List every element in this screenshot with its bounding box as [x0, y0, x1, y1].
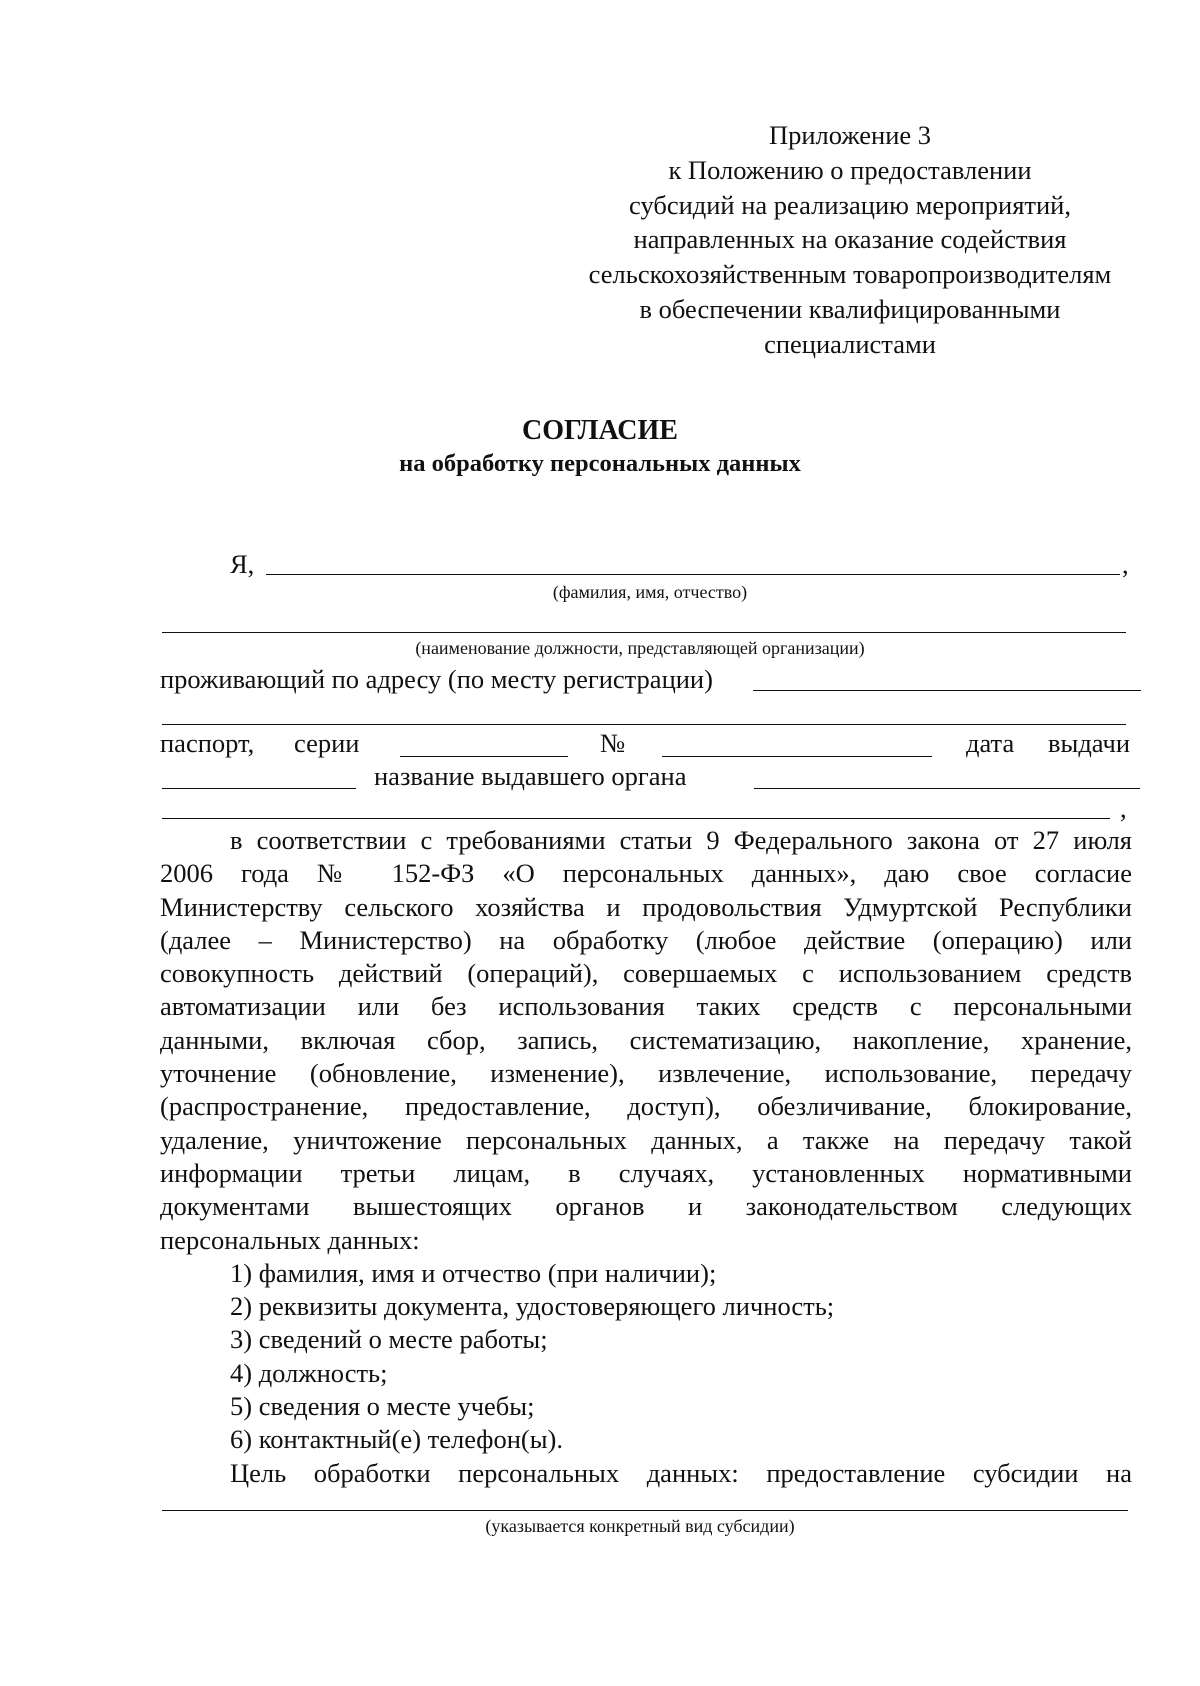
- paragraph-line: совокупность действий (операций), совершаемых с использованием средств: [160, 958, 1132, 989]
- issue-label: выдачи: [1048, 728, 1131, 758]
- paragraph-line: автоматизации или без использования таких средств с персональными: [160, 991, 1132, 1022]
- series-line[interactable]: [400, 756, 568, 757]
- paragraph-line: (далее – Министерство) на обработку (любое действие (операцию) или: [160, 924, 1132, 955]
- fio-caption: (фамилия, имя, отчество): [552, 582, 748, 602]
- number-line[interactable]: [662, 756, 932, 757]
- paragraph-line: уточнение (обновление, изменение), извлечение, использование, передачу: [160, 1058, 1132, 1089]
- subsidy-caption: (указывается конкретный вид субсидии): [485, 1516, 795, 1536]
- paragraph-line: в соответствии с требованиями статьи 9 Федерального закона от 27 июля: [230, 825, 1132, 855]
- list-item: 1) фамилия, имя и отчество (при наличии);: [230, 1257, 717, 1288]
- appendix-line: направленных на оказание содействия: [633, 224, 1067, 255]
- fio-comma: ,: [1122, 549, 1129, 579]
- paragraph-line: удаление, уничтожение персональных данных, а также на передачу такой: [160, 1124, 1132, 1155]
- list-item: 4) должность;: [230, 1357, 388, 1388]
- paragraph-line: документами вышестоящих органов и законодательством следующих: [160, 1191, 1132, 1222]
- appendix-line: к Положению о предоставлении: [668, 154, 1032, 185]
- issuer-label: название выдавшего органа: [374, 761, 687, 791]
- address-label: проживающий по адресу (по месту регистрации): [160, 664, 713, 694]
- appendix-line: субсидий на реализацию мероприятий,: [629, 189, 1071, 220]
- appendix-line: сельскохозяйственным товаропроизводителям: [588, 259, 1112, 290]
- issuer-line[interactable]: [754, 788, 1140, 789]
- passport-label: паспорт,: [160, 728, 255, 758]
- appendix-header: [560, 118, 1140, 362]
- paragraph-line: данными, включая сбор, запись, систематизацию, накопление, хранение,: [160, 1024, 1132, 1055]
- appendix-line: Приложение 3: [768, 120, 932, 150]
- issuer-comma: ,: [1120, 793, 1127, 823]
- series-label: серии: [294, 728, 360, 758]
- paragraph-line: информации третьи лицам, в случаях, установленных нормативными: [160, 1157, 1132, 1188]
- purpose-line: Цель обработки персональных данных: предоставление субсидии на: [230, 1457, 1132, 1488]
- paragraph-line: Министерству сельского хозяйства и продовольствия Удмуртской Республики: [160, 891, 1132, 922]
- ya-label: Я,: [230, 549, 255, 579]
- list-item: 3) сведений о месте работы;: [230, 1324, 548, 1355]
- paragraph-line: персональных данных:: [160, 1224, 420, 1255]
- date-label: дата: [966, 728, 1015, 758]
- issuer-line-2[interactable]: [162, 818, 1110, 819]
- appendix-line: специалистами: [764, 328, 936, 359]
- list-item: 2) реквизиты документа, удостоверяющего личность;: [230, 1291, 835, 1322]
- position-caption: (наименование должности, представляющей организации): [415, 638, 865, 658]
- subsidy-line[interactable]: [162, 1510, 1128, 1511]
- number-label: №: [600, 728, 626, 758]
- document-subtitle: на обработку персональных данных: [399, 450, 801, 477]
- fio-line[interactable]: [266, 574, 1120, 575]
- document-title: СОГЛАСИЕ: [522, 415, 678, 446]
- consent-body: [160, 824, 1132, 1490]
- appendix-line: в обеспечении квалифицированными: [639, 293, 1061, 324]
- address-line[interactable]: [753, 690, 1141, 691]
- paragraph-line: (распространение, предоставление, доступ), обезличивание, блокирование,: [160, 1091, 1132, 1122]
- address-line-2[interactable]: [162, 724, 1126, 725]
- list-item: 6) контактный(е) телефон(ы).: [230, 1424, 563, 1455]
- list-item: 5) сведения о месте учебы;: [230, 1391, 535, 1422]
- paragraph-line: 2006 года № 152-ФЗ «О персональных данных», даю свое согласие: [160, 858, 1132, 889]
- issue-date-line[interactable]: [162, 788, 356, 789]
- position-line[interactable]: [162, 632, 1126, 633]
